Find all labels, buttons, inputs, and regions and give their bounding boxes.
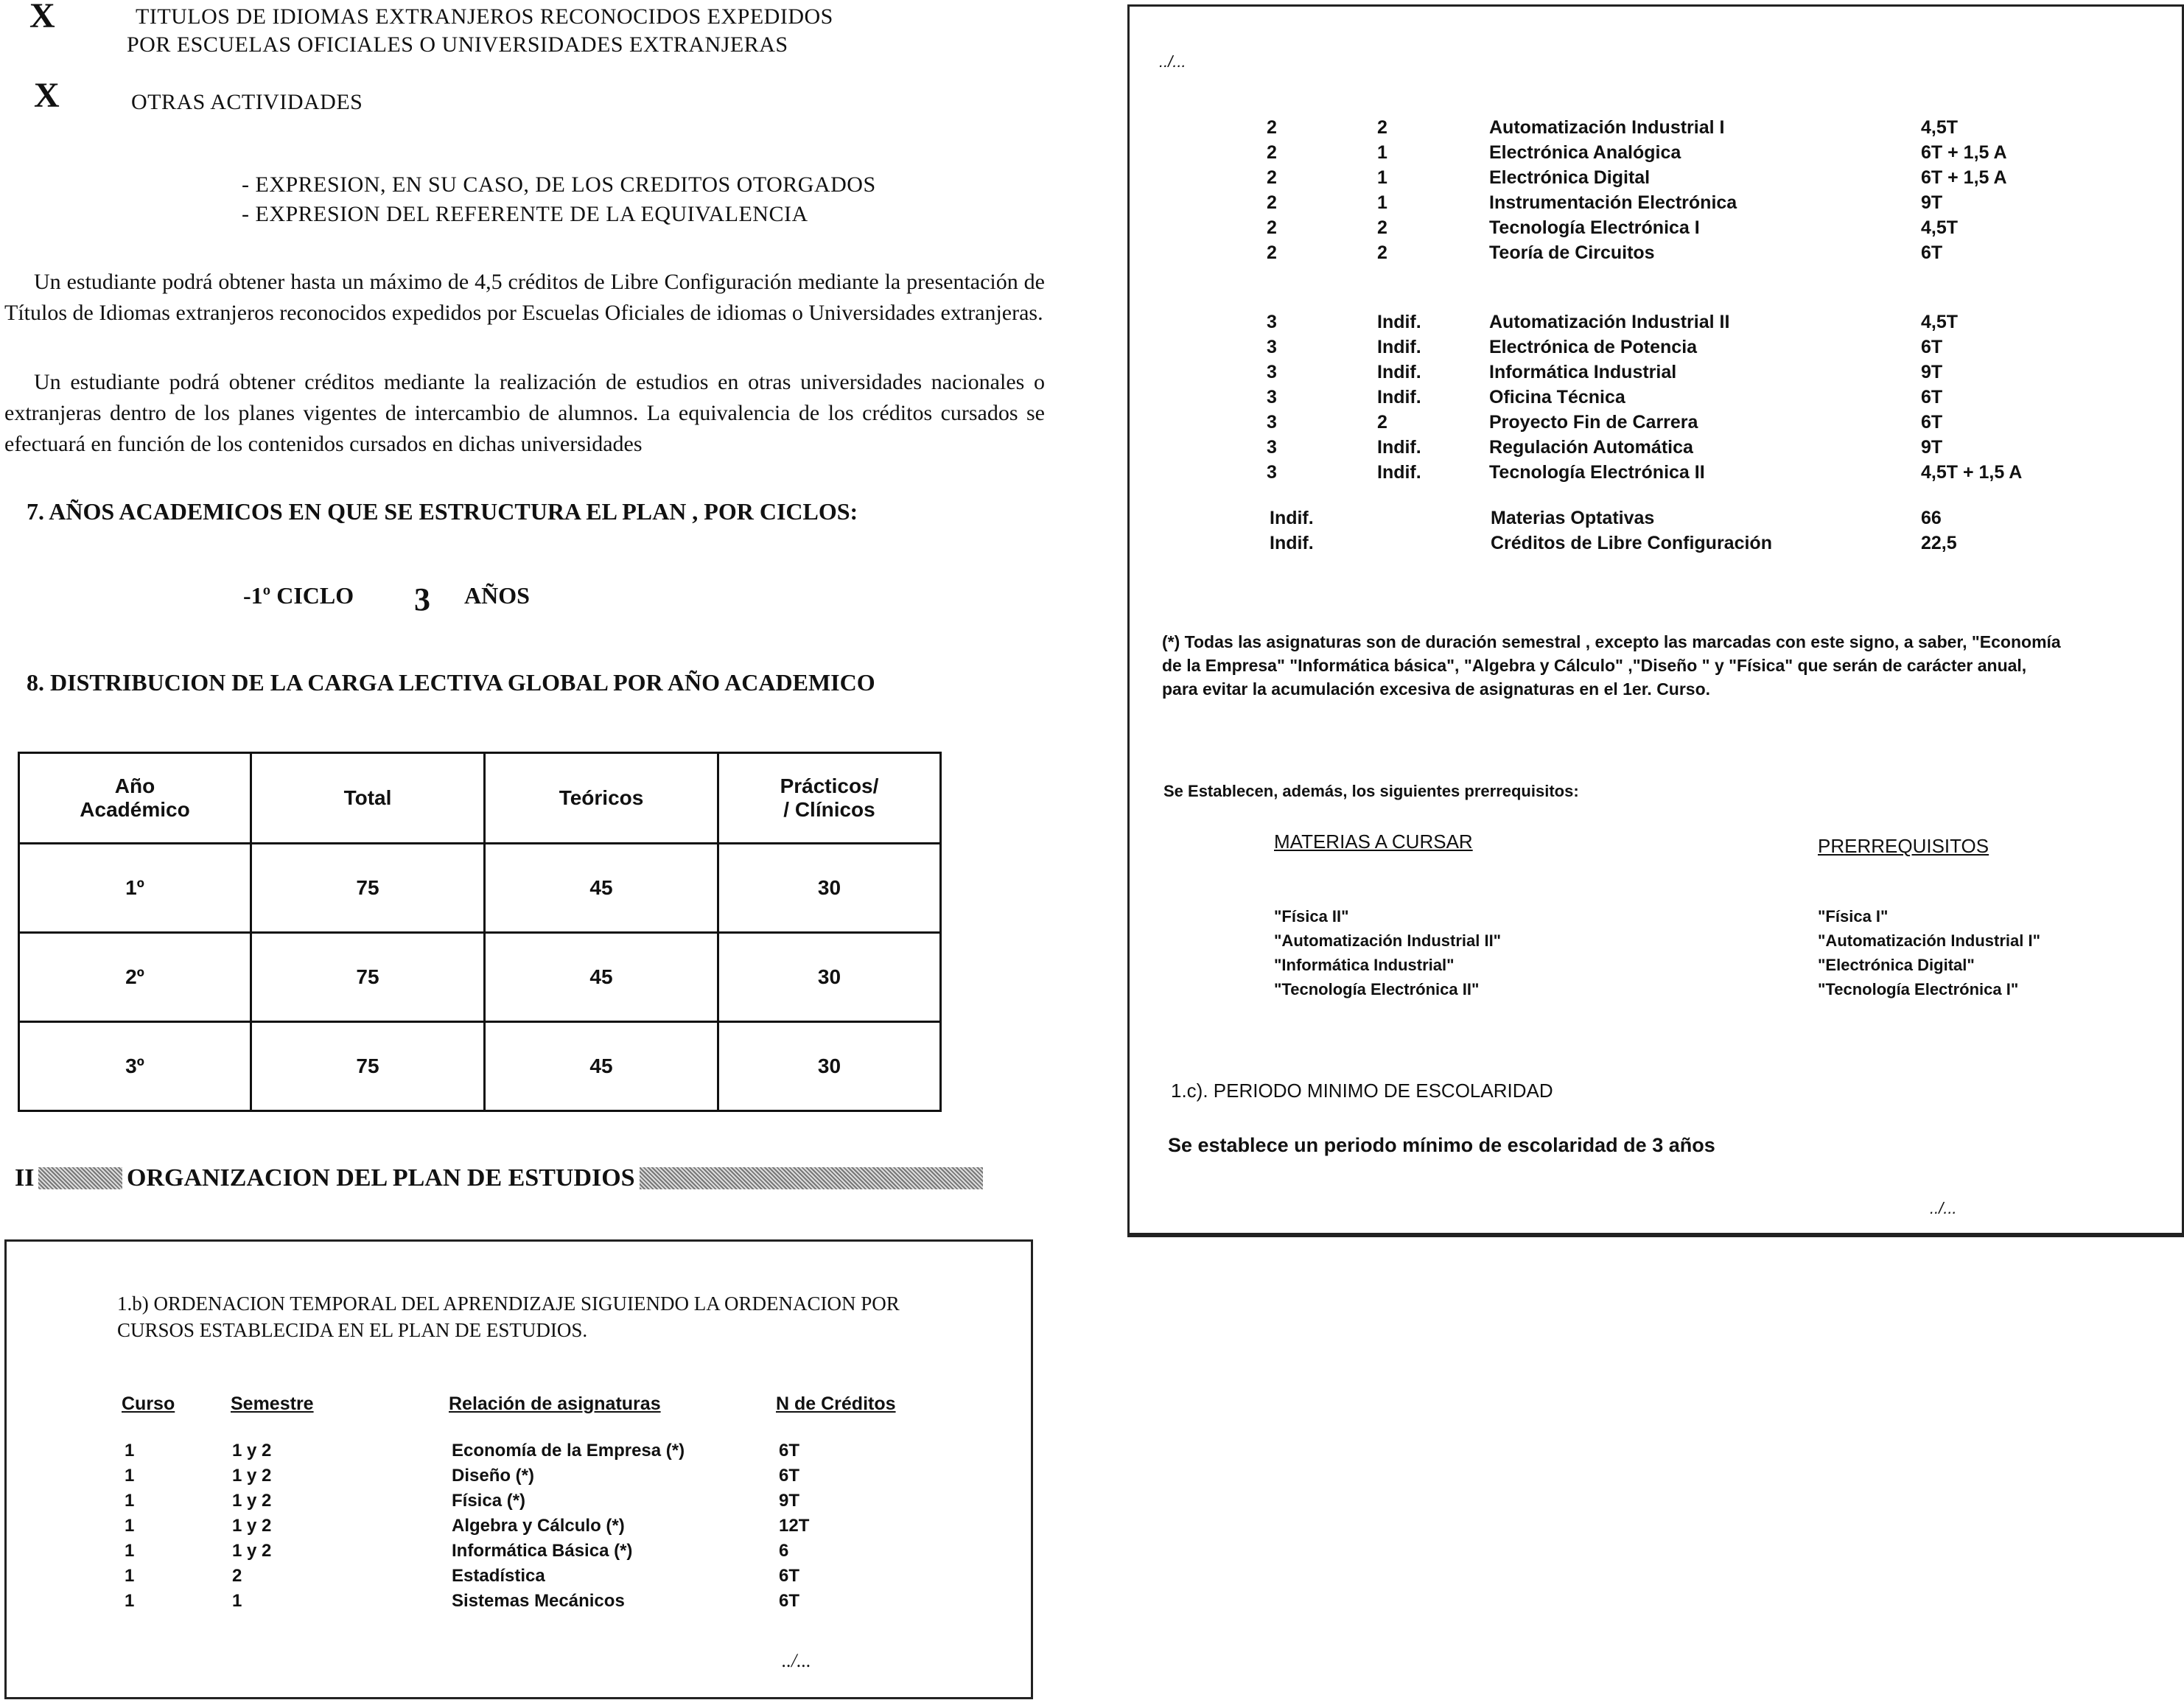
creditos-cell: 9T <box>1921 192 1943 213</box>
curso-cell: 2 <box>1267 142 1277 163</box>
paragraph-intercambio: Un estudiante podrá obtener créditos mediante la realización de estudios en otras universidades nacionales o extranjeras dentro de los planes vigentes de intercambio de alumnos. La equivalencia de los créditos cursados se efectuará en función de los contenidos cursados en dichas universidades <box>4 370 1045 456</box>
semestre-cell: 2 <box>1377 117 1387 138</box>
table-header-cell: Total <box>251 753 485 844</box>
semestre-cell: 1 y 2 <box>232 1516 272 1536</box>
materia-cell: "Informática Industrial" <box>1274 956 1455 974</box>
curso-cell: 1 <box>125 1541 135 1561</box>
asignatura-cell: Proyecto Fin de Carrera <box>1489 412 1698 433</box>
list-item <box>1130 312 2182 337</box>
materia-cell: "Tecnología Electrónica II" <box>1274 980 1480 998</box>
semestre-cell: 1 y 2 <box>232 1441 272 1461</box>
semestre-cell: Indif. <box>1377 437 1421 458</box>
creditos-cell: 6T <box>1921 387 1943 407</box>
table-header-row <box>19 753 941 844</box>
asignatura-cell: Materias Optativas <box>1491 508 1655 528</box>
table-cell: 45 <box>485 933 718 1022</box>
semestre-cell: 1 <box>1377 192 1387 213</box>
creditos-cell: 4,5T <box>1921 217 1959 238</box>
asignaturas-list <box>7 1441 1031 1616</box>
asignatura-cell: Sistemas Mecánicos <box>452 1591 625 1611</box>
semestre-cell: 1 y 2 <box>232 1466 272 1486</box>
table-cell: 1º <box>19 844 251 933</box>
asignatura-cell: Teoría de Circuitos <box>1489 242 1655 263</box>
table-header-cell: Prácticos/ / Clínicos <box>718 753 941 844</box>
curso-cell: 1 <box>125 1491 135 1511</box>
list-item <box>7 1541 1031 1566</box>
list-item <box>1130 907 2182 931</box>
creditos-cell: 6T + 1,5 A <box>1921 142 2007 163</box>
curso-cell: 3 <box>1267 462 1277 483</box>
table-row <box>19 933 941 1022</box>
continued-marker: ../... <box>782 1650 811 1671</box>
semestre-cell: 2 <box>1377 217 1387 238</box>
prerrequisito-cell: "Física I" <box>1818 907 1889 926</box>
list-item <box>1130 217 2182 242</box>
curso-cell: 3 <box>1267 412 1277 433</box>
creditos-cell: 6T + 1,5 A <box>1921 167 2007 188</box>
asignatura-cell: Automatización Industrial II <box>1489 312 1730 332</box>
prereq-intro: Se Establecen, además, los siguientes prerrequisitos: <box>1163 782 1579 800</box>
list-item <box>7 1491 1031 1516</box>
creditos-cell: 22,5 <box>1921 533 1957 553</box>
x-mark-otras: X <box>34 76 60 115</box>
table-cell: 30 <box>718 1022 941 1111</box>
list-item <box>1130 242 2182 267</box>
col-semestre: Semestre <box>231 1393 314 1414</box>
table-row <box>19 844 941 933</box>
curso-cell: 1 <box>125 1466 135 1486</box>
list-item <box>1130 931 2182 956</box>
asignatura-cell: Oficina Técnica <box>1489 387 1625 407</box>
asignatura-cell: Regulación Automática <box>1489 437 1693 458</box>
table-cell: 30 <box>718 844 941 933</box>
periodo-text: Se establece un periodo mínimo de escolaridad de 3 años <box>1168 1134 1715 1156</box>
ciclo-unit: AÑOS <box>464 582 530 609</box>
semestre-cell: Indif. <box>1270 508 1314 528</box>
table-cell: 75 <box>251 933 485 1022</box>
creditos-cell: 6 <box>779 1541 789 1561</box>
creditos-cell: 9T <box>1921 437 1943 458</box>
prerrequisito-cell: "Automatización Industrial I" <box>1818 931 2040 950</box>
curso-cell: 1 <box>125 1441 135 1461</box>
section-8-heading: 8. DISTRIBUCION DE LA CARGA LECTIVA GLOBAL POR AÑO ACADEMICO <box>27 669 875 696</box>
note-line-1: (*) Todas las asignaturas son de duración semestral , excepto las marcadas con este signo, a saber, "Economía <box>1162 632 2061 651</box>
curso-cell: 3 <box>1267 437 1277 458</box>
asignatura-cell: Tecnología Electrónica II <box>1489 462 1705 483</box>
continued-bottom-marker: ../... <box>1930 1199 1957 1217</box>
asignatura-cell: Informática Básica (*) <box>452 1541 633 1561</box>
creditos-cell: 6T <box>779 1441 800 1461</box>
creditos-cell: 6T <box>1921 242 1943 263</box>
carga-lectiva-table <box>18 752 942 1112</box>
list-item <box>1130 387 2182 412</box>
curso-cell: 3 <box>1267 362 1277 382</box>
list-item <box>1130 337 2182 362</box>
creditos-cell: 6T <box>1921 337 1943 357</box>
table-cell: 3º <box>19 1022 251 1111</box>
list-item <box>1130 980 2182 1004</box>
section-7-heading: 7. AÑOS ACADEMICOS EN QUE SE ESTRUCTURA EL PLAN , POR CICLOS: <box>27 498 858 525</box>
organizacion-banner <box>10 1164 983 1192</box>
table-header-cell: Año Académico <box>19 753 251 844</box>
list-item <box>1130 362 2182 387</box>
semestre-cell: 2 <box>1377 412 1387 433</box>
ordenacion-heading-line2: CURSOS ESTABLECIDA EN EL PLAN DE ESTUDIOS. <box>117 1319 588 1341</box>
creditos-cell: 4,5T <box>1921 117 1959 138</box>
prereq-col-prerrequisitos: PRERREQUISITOS <box>1818 835 1989 857</box>
asignatura-cell: Créditos de Libre Configuración <box>1491 533 1772 553</box>
col-curso: Curso <box>122 1393 175 1414</box>
asignatura-cell: Instrumentación Electrónica <box>1489 192 1737 213</box>
list-item <box>7 1441 1031 1466</box>
curso-cell: 2 <box>1267 192 1277 213</box>
asignatura-cell: Electrónica de Potencia <box>1489 337 1698 357</box>
list-item <box>1130 142 2182 167</box>
asignatura-cell: Física (*) <box>452 1491 526 1511</box>
semestre-cell: 1 y 2 <box>232 1541 272 1561</box>
banner-roman: II <box>10 1164 38 1192</box>
curso-cell: 2 <box>1267 217 1277 238</box>
list-item <box>1130 167 2182 192</box>
ordenacion-box <box>4 1239 1033 1699</box>
curso-cell: 1 <box>125 1566 135 1586</box>
semestre-cell: Indif. <box>1377 387 1421 407</box>
list-item <box>7 1566 1031 1591</box>
asignatura-cell: Electrónica Analógica <box>1489 142 1681 163</box>
asignatura-cell: Algebra y Cálculo (*) <box>452 1516 625 1536</box>
segundo-curso-list <box>1130 117 2182 267</box>
col-relacion: Relación de asignaturas <box>449 1393 661 1414</box>
tercer-curso-list <box>1130 312 2182 487</box>
prerrequisito-cell: "Tecnología Electrónica I" <box>1818 980 2019 998</box>
semestre-cell: Indif. <box>1270 533 1314 553</box>
titulos-heading-line2: POR ESCUELAS OFICIALES O UNIVERSIDADES EXTRANJERAS <box>127 32 788 57</box>
creditos-cell: 12T <box>779 1516 810 1536</box>
ciclo-label: -1º CICLO <box>243 582 354 609</box>
table-cell: 45 <box>485 1022 718 1111</box>
table-cell: 75 <box>251 844 485 933</box>
semestre-cell: 2 <box>232 1566 242 1586</box>
semestre-cell: Indif. <box>1377 362 1421 382</box>
curso-cell: 2 <box>1267 242 1277 263</box>
curso-cell: 1 <box>125 1591 135 1611</box>
list-item <box>1130 192 2182 217</box>
list-item <box>7 1466 1031 1491</box>
asignatura-cell: Electrónica Digital <box>1489 167 1651 188</box>
ordenacion-heading-line1: 1.b) ORDENACION TEMPORAL DEL APRENDIZAJE SIGUIENDO LA ORDENACION POR <box>117 1293 900 1315</box>
semestre-cell: 2 <box>1377 242 1387 263</box>
semestre-cell: 1 <box>1377 167 1387 188</box>
curso-cell: 3 <box>1267 387 1277 407</box>
creditos-cell: 6T <box>779 1466 800 1486</box>
banner-title: ORGANIZACION DEL PLAN DE ESTUDIOS <box>122 1164 640 1192</box>
note-line-2: de la Empresa" "Informática básica", "Algebra y Cálculo" ,"Diseño " y "Física" que serán de carácter anual, <box>1162 656 2027 675</box>
list-item <box>7 1516 1031 1541</box>
list-item <box>7 1591 1031 1616</box>
paragraph-idiomas: Un estudiante podrá obtener hasta un máximo de 4,5 créditos de Libre Configuración mediante la presentación de Títulos de Idiomas extranjeros reconocidos expedidos por Escuelas Oficiales de idiomas o Universidades extranjeras. <box>4 270 1045 325</box>
prerrequisito-cell: "Electrónica Digital" <box>1818 956 1975 974</box>
list-item <box>1130 462 2182 487</box>
table-cell: 75 <box>251 1022 485 1111</box>
creditos-cell: 6T <box>779 1566 800 1586</box>
table-cell: 30 <box>718 933 941 1022</box>
materia-cell: "Física II" <box>1274 907 1349 926</box>
list-item <box>1130 412 2182 437</box>
note-line-3: para evitar la acumulación excesiva de asignaturas en el 1er. Curso. <box>1162 679 1711 699</box>
prereq-col-materias: MATERIAS A CURSAR <box>1274 830 1473 853</box>
otros-creditos-list <box>1130 508 2182 558</box>
list-item <box>1130 956 2182 980</box>
asignatura-cell: Informática Industrial <box>1489 362 1677 382</box>
col-creditos: N de Créditos <box>776 1393 896 1414</box>
asignatura-cell: Tecnología Electrónica I <box>1489 217 1700 238</box>
creditos-cell: 6T <box>1921 412 1943 433</box>
curso-cell: 2 <box>1267 167 1277 188</box>
curso-cell: 2 <box>1267 117 1277 138</box>
curso-cell: 1 <box>125 1516 135 1536</box>
creditos-cell: 66 <box>1921 508 1942 528</box>
continued-top-marker: ../... <box>1159 52 1186 71</box>
table-cell: 2º <box>19 933 251 1022</box>
periodo-heading: 1.c). PERIODO MINIMO DE ESCOLARIDAD <box>1171 1080 1553 1102</box>
asignatura-cell: Diseño (*) <box>452 1466 535 1486</box>
list-item <box>1130 117 2182 142</box>
asignaturas-continuacion-box <box>1127 4 2184 1237</box>
table-cell: 45 <box>485 844 718 933</box>
creditos-cell: 9T <box>779 1491 800 1511</box>
semestre-cell: 1 y 2 <box>232 1491 272 1511</box>
prereq-list <box>1130 907 2182 1004</box>
bullet-referente-equivalencia: - EXPRESION DEL REFERENTE DE LA EQUIVALENCIA <box>242 202 808 226</box>
curso-cell: 3 <box>1267 312 1277 332</box>
semestre-cell: 1 <box>1377 142 1387 163</box>
otras-actividades-heading: OTRAS ACTIVIDADES <box>131 90 363 114</box>
list-item <box>1130 437 2182 462</box>
asignatura-cell: Estadística <box>452 1566 545 1586</box>
materia-cell: "Automatización Industrial II" <box>1274 931 1502 950</box>
curso-cell: 3 <box>1267 337 1277 357</box>
semestre-cell: Indif. <box>1377 312 1421 332</box>
ciclo-value: 3 <box>414 581 430 618</box>
semestre-cell: Indif. <box>1377 462 1421 483</box>
semestre-cell: 1 <box>232 1591 242 1611</box>
asignatura-cell: Automatización Industrial I <box>1489 117 1725 138</box>
creditos-cell: 6T <box>779 1591 800 1611</box>
creditos-cell: 4,5T <box>1921 312 1959 332</box>
creditos-cell: 4,5T + 1,5 A <box>1921 462 2023 483</box>
titulos-heading-line1: TITULOS DE IDIOMAS EXTRANJEROS RECONOCIDOS EXPEDIDOS <box>136 4 833 29</box>
creditos-cell: 9T <box>1921 362 1943 382</box>
asignatura-cell: Economía de la Empresa (*) <box>452 1441 685 1461</box>
list-item <box>1130 508 2182 533</box>
x-mark-titulos: X <box>29 0 55 35</box>
table-row <box>19 1022 941 1111</box>
list-item <box>1130 533 2182 558</box>
semestre-cell: Indif. <box>1377 337 1421 357</box>
table-header-cell: Teóricos <box>485 753 718 844</box>
bullet-creditos-otorgados: - EXPRESION, EN SU CASO, DE LOS CREDITOS OTORGADOS <box>242 172 876 197</box>
